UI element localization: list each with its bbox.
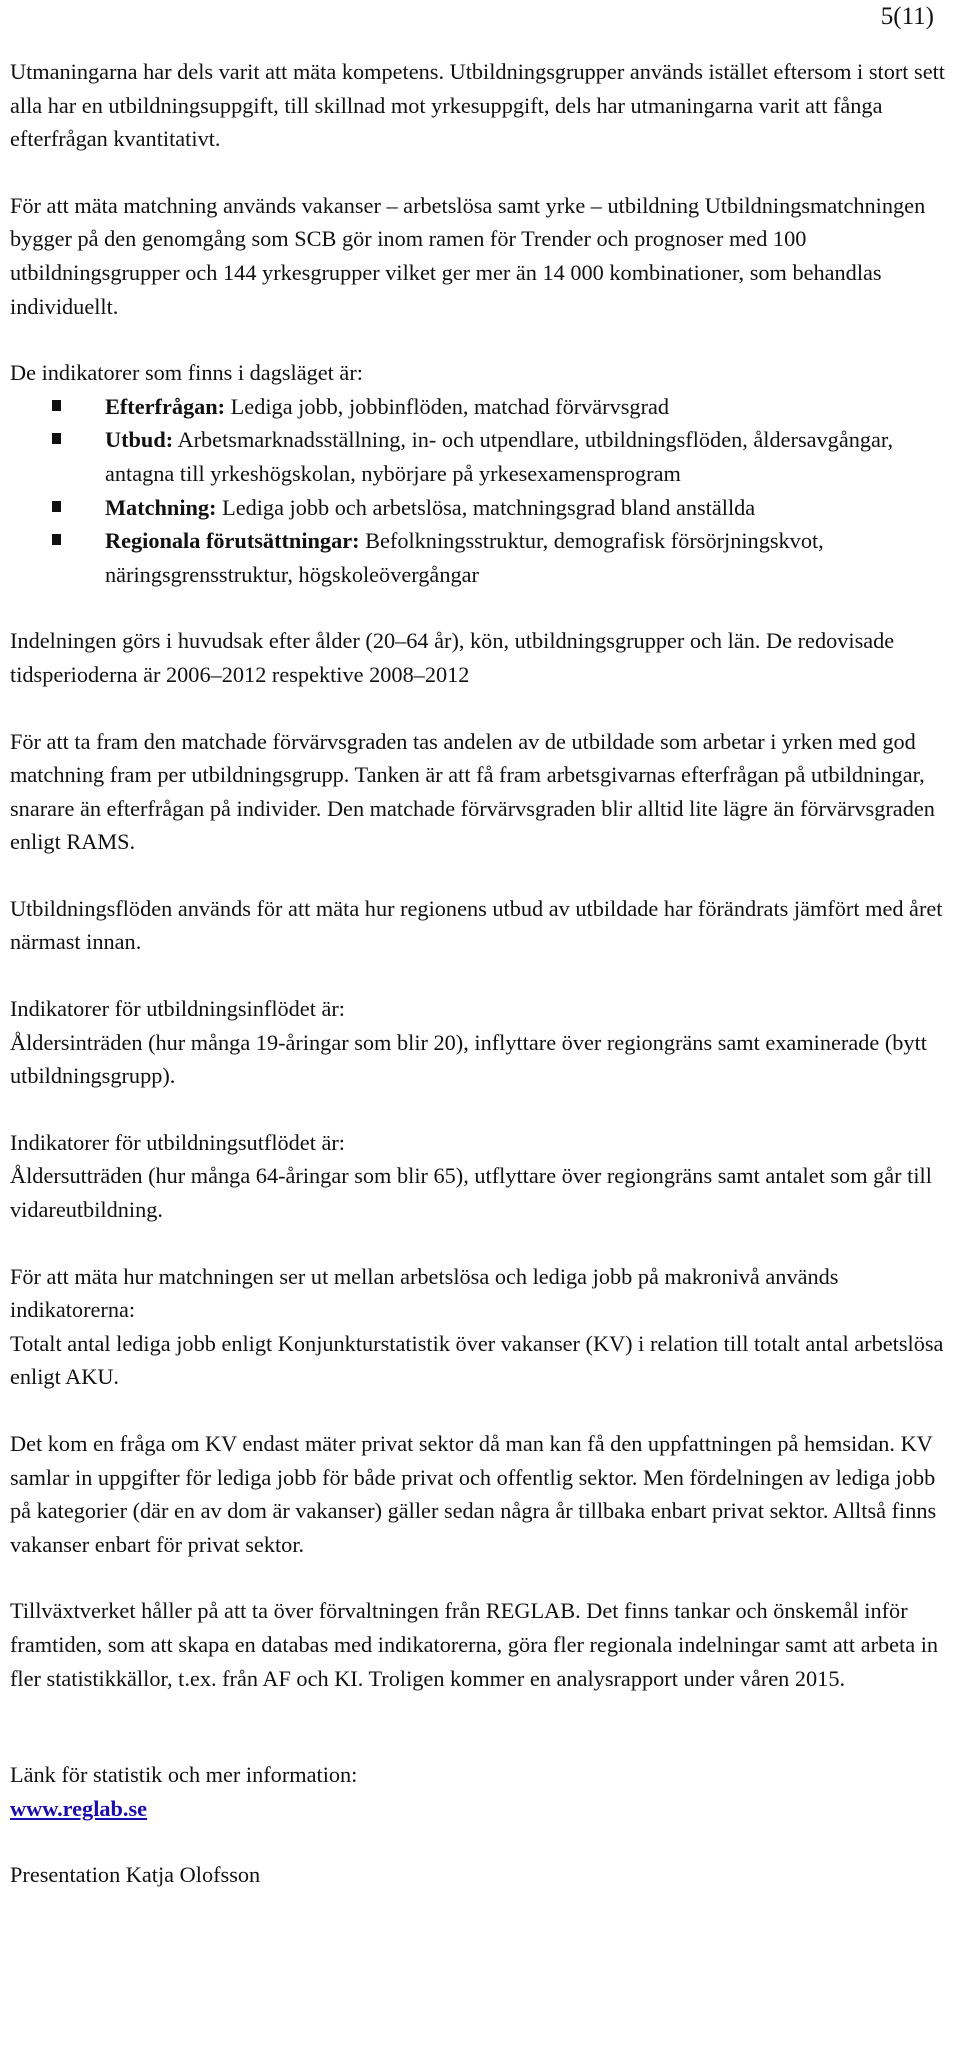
spacer (10, 1728, 945, 1758)
paragraph-education-flows: Utbildningsflöden används för att mäta hur regionens utbud av utbildade har förändrats jämfört med året närmast innan. (10, 895, 943, 955)
paragraph-challenges: Utmaningarna har dels varit att mäta kompetens. Utbildningsgrupper används istället eftersom i stort sett alla har en utbildningsuppgift, till skillnad mot yrkesuppgift, dels har utmaningarna varit att fånga efterfrågan kvantitativt. (10, 59, 945, 152)
list-item (10, 524, 945, 591)
paragraph-link (10, 1758, 945, 1825)
indicator-term: Utbud: (105, 427, 174, 453)
outflow-body: Åldersutträden (hur många 64-åringar som blir 65), utflyttare över regiongräns samt antalet som går till vidareutbildning. (10, 1163, 932, 1223)
paragraph-indicators-intro: De indikatorer som finns i dagsläget är: (10, 360, 363, 386)
page-number: 5(11) (880, 3, 934, 30)
indicator-list (10, 390, 945, 592)
indicator-text: Lediga jobb och arbetslösa, matchningsgrad bland anställda (216, 494, 756, 520)
paragraph-future: Tillväxtverket håller på att ta över förvaltningen från REGLAB. Det finns tankar och önskemål inför framtiden, som att skapa en databas med indikatorerna, göra fler regionala indelningar samt att arbeta in fler statistikkällor, t.ex. från AF och KI. Troligen kommer en analysrapport under våren 2015. (10, 1598, 939, 1691)
bullet-square-icon (52, 400, 61, 411)
paragraph-macro-matching (10, 1260, 945, 1394)
paragraph-inflow (10, 992, 945, 1093)
inflow-body: Åldersinträden (hur många 19-åringar som blir 20), inflyttare över regiongräns samt examinerade (bytt utbildningsgrupp). (10, 1029, 927, 1089)
bullet-square-icon (52, 433, 61, 444)
paragraph-matching-method: För att mäta matchning används vakanser – arbetslösa samt yrke – utbildning Utbildningsmatchningen bygger på den genomgång som SCB gör inom ramen för Trender och prognoser med 100 utbildningsgrupper och 144 yrkesgrupper vilket ger mer än 14 000 kombinationer, som behandlas individuellt. (10, 192, 926, 319)
list-item (10, 423, 945, 490)
indicator-term: Matchning: (105, 494, 217, 520)
paragraph-outflow (10, 1126, 945, 1227)
link-label: Länk för statistik och mer information: (10, 1762, 358, 1788)
list-item (10, 491, 945, 525)
reglab-link[interactable]: www.reglab.se (10, 1795, 148, 1821)
paragraph-matched-employment: För att ta fram den matchade förvärvsgraden tas andelen av de utbildade som arbetar i yrken med god matchning fram per utbildningsgrupp. Tanken är att få fram arbetsgivarnas efterfrågan på utbildningar, snarare än efterfrågan på individer. Den matchade förvärvsgraden blir alltid lite lägre än förvärvsgraden enligt RAMS. (10, 728, 935, 855)
macro-body: Totalt antal lediga jobb enligt Konjunkturstatistik över vakanser (KV) i relation till totalt antal arbetslösa enligt AKU. (10, 1330, 944, 1390)
indicator-text: Arbetsmarknadsställning, in- och utpendlare, utbildningsflöden, åldersavgångar, antagna till yrkeshögskolan, nybörjare på yrkesexamensprogram (105, 427, 894, 486)
indicator-term: Efterfrågan: (105, 393, 226, 419)
presenter: Presentation Katja Olofsson (10, 1862, 261, 1888)
paragraph-breakdown: Indelningen görs i huvudsak efter ålder (20–64 år), kön, utbildningsgrupper och län. De redovisade tidsperioderna är 2006–2012 respektive 2008–2012 (10, 628, 895, 687)
document-body (10, 55, 945, 1925)
indicator-text: Lediga jobb, jobbinflöden, matchad förvärvsgrad (225, 393, 670, 419)
bullet-square-icon (52, 534, 61, 545)
list-item (10, 390, 945, 424)
macro-heading: För att mäta hur matchningen ser ut mellan arbetslösa och lediga jobb på makronivå används indikatorerna: (10, 1263, 839, 1323)
indicator-term: Regionala förutsättningar: (105, 528, 360, 554)
outflow-heading: Indikatorer för utbildningsutflödet är: (10, 1129, 345, 1155)
bullet-square-icon (52, 501, 61, 512)
inflow-heading: Indikatorer för utbildningsinflödet är: (10, 996, 345, 1022)
indicator-text: Befolkningsstruktur, demografisk försörjningskvot, näringsgrensstruktur, högskoleövergångar (105, 528, 824, 587)
paragraph-kv-question: Det kom en fråga om KV endast mäter privat sektor då man kan få den uppfattningen på hemsidan. KV samlar in uppgifter för lediga jobb för både privat och offentlig sektor. Men fördelningen av lediga jobb på kategorier (där en av dom är vakanser) gäller sedan några år tillbaka enbart privat sektor. Alltså finns vakanser enbart för privat sektor. (10, 1431, 937, 1557)
